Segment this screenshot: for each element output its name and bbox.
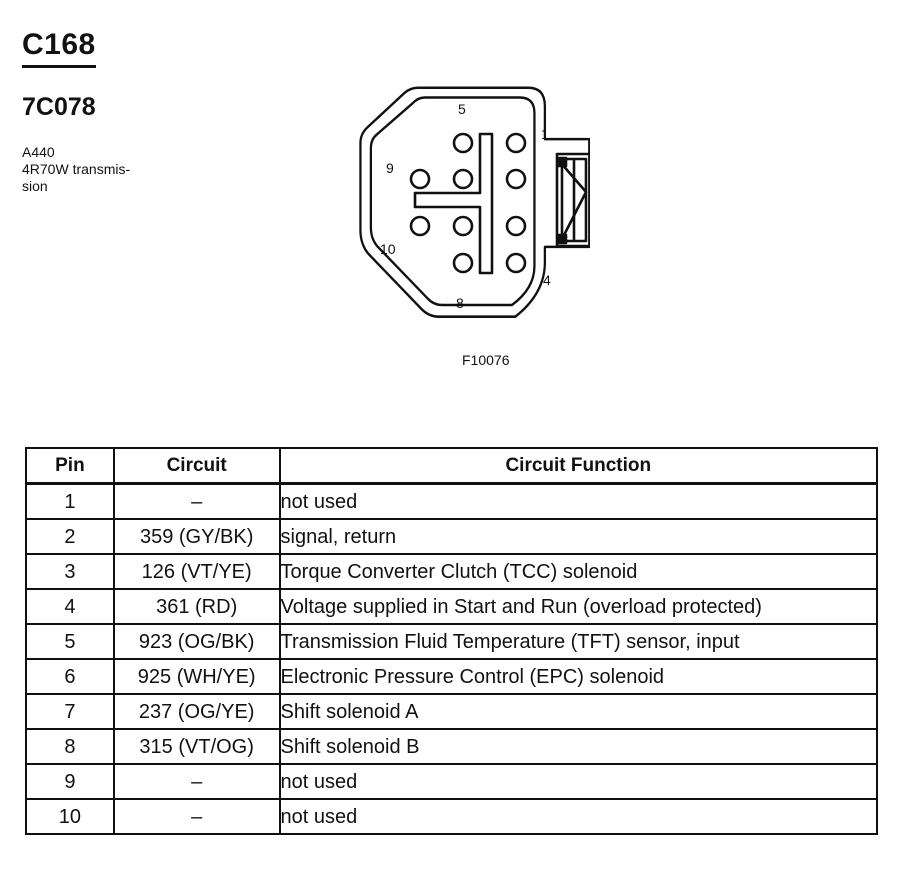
table-row: [26, 624, 877, 659]
header-pin: Pin: [26, 448, 114, 484]
table-row: [26, 519, 877, 554]
circuit-cell: 359 (GY/BK): [114, 519, 280, 554]
function-cell: Transmission Fluid Temperature (TFT) sensor, input: [280, 624, 877, 659]
pinout-table: [25, 447, 878, 835]
circuit-cell: 925 (WH/YE): [114, 659, 280, 694]
pin-cell: 3: [26, 554, 114, 589]
pin-cavity: [507, 134, 525, 152]
table-row: [26, 484, 877, 520]
pin-cavity: [411, 217, 429, 235]
table-row: [26, 694, 877, 729]
function-cell: Torque Converter Clutch (TCC) solenoid: [280, 554, 877, 589]
table-row: [26, 729, 877, 764]
pin-cavity: [411, 170, 429, 188]
pin-label-9: 9: [386, 160, 394, 176]
table-row: [26, 554, 877, 589]
pin-label-8: 8: [456, 295, 464, 311]
pin-label-1: 1: [541, 126, 549, 142]
function-cell: not used: [280, 764, 877, 799]
pin-cavity: [507, 254, 525, 272]
pin-cell: 8: [26, 729, 114, 764]
pin-cavity: [507, 170, 525, 188]
table-row: [26, 799, 877, 834]
pin-label-10: 10: [380, 241, 396, 257]
function-cell: signal, return: [280, 519, 877, 554]
circuit-cell: 237 (OG/YE): [114, 694, 280, 729]
circuit-cell: 923 (OG/BK): [114, 624, 280, 659]
pin-cavity: [454, 170, 472, 188]
pin-cavity: [454, 217, 472, 235]
pin-cell: 5: [26, 624, 114, 659]
pin-cavity: [454, 134, 472, 152]
circuit-cell: 315 (VT/OG): [114, 729, 280, 764]
function-cell: Shift solenoid A: [280, 694, 877, 729]
table-row: [26, 659, 877, 694]
pin-label-5: 5: [458, 101, 466, 117]
pin-cell: 7: [26, 694, 114, 729]
connector-inner-outline: [371, 97, 535, 305]
latch-stop-top: [558, 158, 566, 166]
application-line: 4R70W transmis-: [22, 161, 131, 177]
figure-id: F10076: [462, 352, 510, 368]
function-cell: Voltage supplied in Start and Run (overload protected): [280, 589, 877, 624]
pin-cell: 2: [26, 519, 114, 554]
function-cell: Electronic Pressure Control (EPC) solenoid: [280, 659, 877, 694]
latch-stop-bottom: [558, 235, 566, 243]
table-row: [26, 764, 877, 799]
circuit-cell: –: [114, 764, 280, 799]
pin-cavity: [507, 217, 525, 235]
table-header-row: [26, 448, 877, 484]
pin-cell: 9: [26, 764, 114, 799]
circuit-cell: –: [114, 484, 280, 520]
connector-id: C168: [22, 28, 96, 68]
table-row: [26, 589, 877, 624]
pin-cell: 10: [26, 799, 114, 834]
part-number: 7C078: [22, 93, 96, 121]
keyway-t-slot: [415, 134, 492, 273]
circuit-cell: 361 (RD): [114, 589, 280, 624]
connector-outer-housing: [360, 88, 589, 317]
function-cell: Shift solenoid B: [280, 729, 877, 764]
pin-cell: 1: [26, 484, 114, 520]
pin-cavity: [454, 254, 472, 272]
application-line: A440: [22, 144, 55, 160]
pin-label-4: 4: [543, 272, 551, 288]
application-note: [22, 144, 172, 195]
header-function: Circuit Function: [280, 448, 877, 484]
connector-face-diagram: [350, 80, 590, 330]
header-circuit: Circuit: [114, 448, 280, 484]
circuit-cell: 126 (VT/YE): [114, 554, 280, 589]
circuit-cell: –: [114, 799, 280, 834]
pin-cell: 6: [26, 659, 114, 694]
function-cell: not used: [280, 799, 877, 834]
function-cell: not used: [280, 484, 877, 520]
pin-cell: 4: [26, 589, 114, 624]
application-line: sion: [22, 178, 48, 194]
